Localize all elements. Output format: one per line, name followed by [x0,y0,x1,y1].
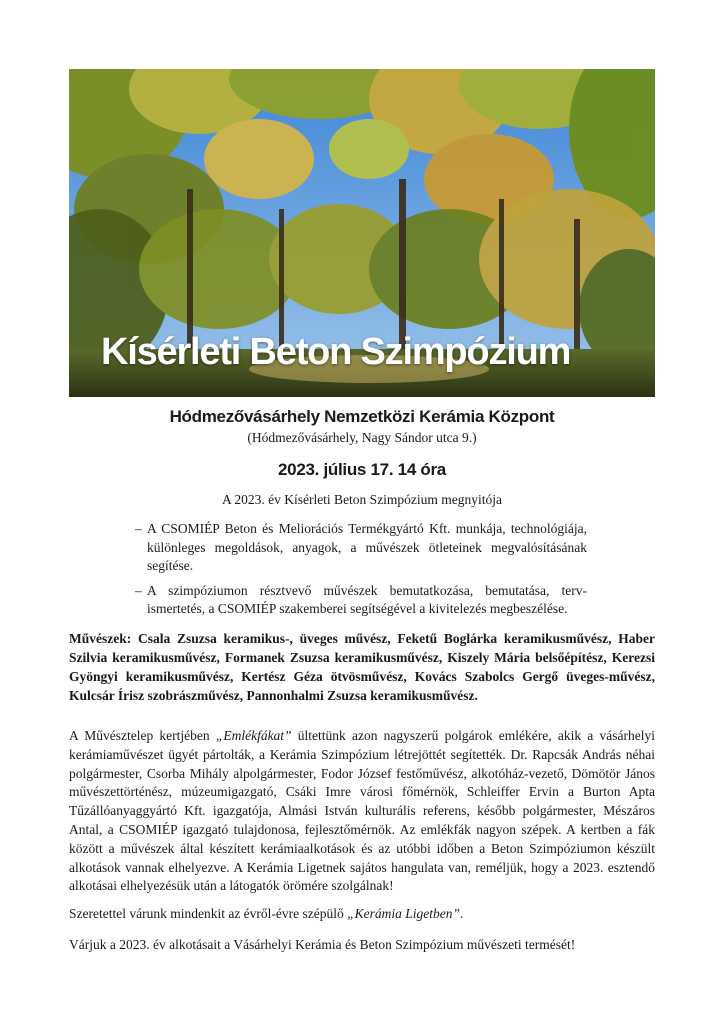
welcome-line: Szeretettel várunk mindenkit az évről-évre szépülő „Kerámia Ligetben”. [69,906,464,921]
memorial-paragraph: A Művésztelep kertjében „Emlékfákat” ültettünk azon nagyszerű polgárok emlékére, akik a vásárhelyi kerámiaművészet ügyét pártolták, a Kerámia Szimpózium létrejöttét segítették. Dr. Rapcsák András néhai polgármester, Csorba Mihály alpolgármester, Fodor József festőművész, alkotóház-vezető, Dömötör János művészettörténész, múzeumigazgató, Csáki Imre városi főmérnök, Schleiffer Ervin a Burton Apta Tűzállóanyaggyártó Kft. igazgatója, Almási István kulturális referens, később polgármester, Mészáros Antal, a CSOMIÉP igazgató tulajdonosa, fejlesztőmérnök. Az emlékfák nagyon szépek. A kertben a fák között a művészek által készített kerámiaalkotások és az utóbbi időben a Beton Szimpóziumon készült alkotások vannak elhelyezve. A Kerámia Ligetnek sajátos hangulata van, reméljük, hogy a 2023. esztendő alkotásai elhelyezésük után a látogatók örömére szolgálnak! [69,728,655,894]
event-date: 2023. július 17. 14 óra [278,460,446,479]
memorial-trees-term: „Emlékfákat” [215,728,292,743]
hero-title: Kísérleti Beton Szimpózium [101,331,571,373]
dash-bullet: – [135,582,142,598]
program-item: – A CSOMIÉP Beton és Meliorációs Termékgyártó Kft. munkája, technológiája, különleges megoldások, anyagok, a művészek ötleteinek megvalósításának segítése. [135,521,587,573]
venue-address: (Hódmezővásárhely, Nagy Sándor utca 9.) [247,430,477,445]
hero-photo [69,69,655,397]
venue-name: Hódmezővásárhely Nemzetközi Kerámia Központ [169,407,555,426]
closing-line: Várjuk a 2023. év alkotásait a Vásárhelyi Kerámia és Beton Szimpózium művészeti termését! [69,937,576,952]
ceramic-grove-term: „Kerámia Ligetben” [347,906,461,921]
artists-paragraph: Művészek: Csala Zsuzsa keramikus-, üveges művész, Feketű Boglárka keramikusművész, Haber Szilvia keramikusművész, Formanek Zsuzsa keramikusművész, Kiszely Mária belsőépítész, Kerezsi Gyöngyi keramikusművész, Kertész Géza ötvösművész, Kovács Szabolcs Gergő üveges-művész, Kulcsár Írisz szobrászművész, Pannonhalmi Zsuzsa keramikusművész. [69,631,655,703]
program-list [135,520,587,625]
dash-bullet: – [135,521,142,536]
program-item: – A szimpóziumon résztvevő művészek bemutatkozása, bemutatása, terv-ismertetés, a CSOMIÉP szakemberei segítségével a kivitelezés megbeszélése. [135,582,587,616]
opening-subtitle: A 2023. év Kísérleti Beton Szimpózium megnyitója [221,492,503,507]
